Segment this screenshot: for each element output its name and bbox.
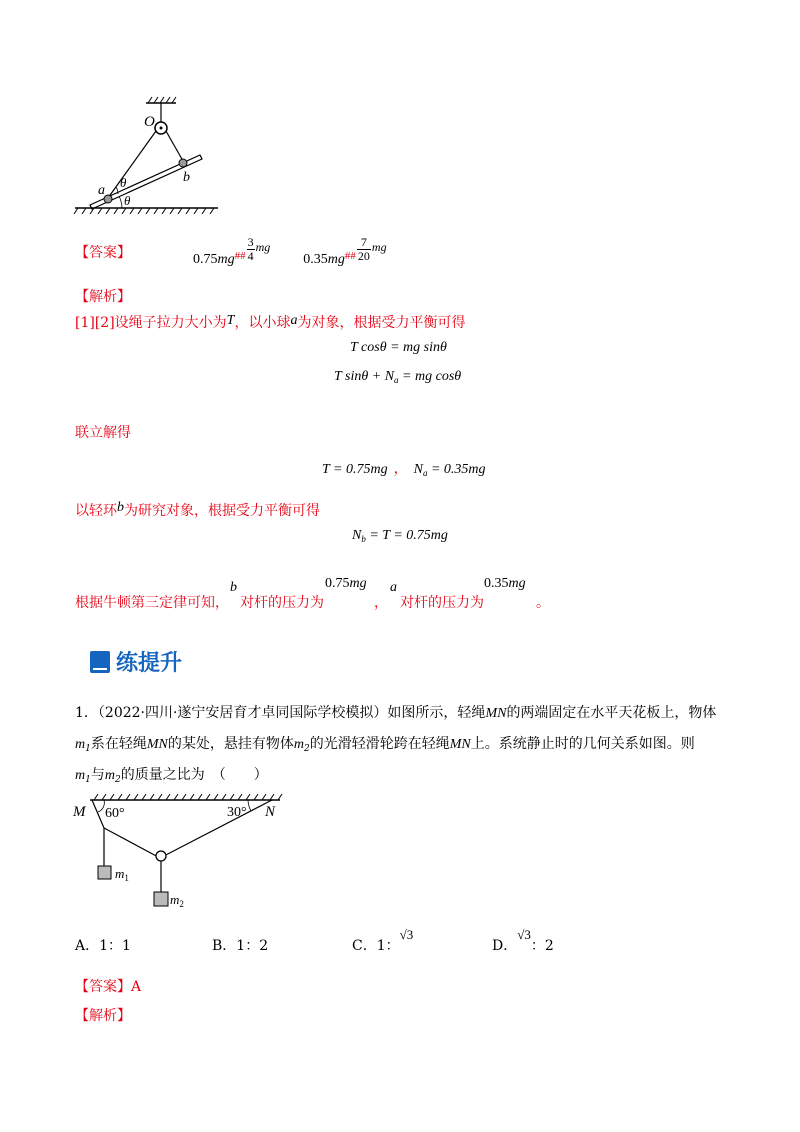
final-text-e: 对杆的压力为 [400, 595, 484, 611]
label-60deg: 60° [105, 806, 125, 821]
final-value-1: 0.75mg [325, 576, 367, 591]
ball-a [104, 195, 112, 203]
book-icon [90, 651, 110, 673]
label-a: a [98, 183, 105, 198]
ring-analysis-line: 以轻环b为研究对象，根据受力平衡可得 [75, 500, 320, 519]
ring-b [179, 159, 187, 167]
incline-rod-figure [70, 95, 230, 220]
mass-m1 [98, 866, 111, 879]
equation-1: T cosθ = mg sinθ [350, 340, 447, 355]
answer-2: 【答案】A [75, 979, 142, 995]
analysis-line-1: [1][2]设绳子拉力大小为T，以小球a为对象，根据受力平衡可得 [75, 313, 466, 331]
label-30deg: 30° [227, 805, 247, 820]
option-d[interactable]: D．√3：2 [492, 927, 554, 954]
label-theta-lower: θ [124, 193, 131, 208]
label-O: O [144, 114, 155, 130]
final-text-c: 对杆的压力为 [240, 595, 324, 611]
final-b: b [230, 580, 237, 595]
final-end: 。 [536, 595, 550, 611]
final-value-2: 0.35mg [484, 576, 526, 591]
option-b[interactable]: B．1：2 [212, 938, 269, 954]
equation-3: T = 0.75mg ， $N_a = 0.35mg$ [322, 462, 486, 478]
label-N: N [265, 804, 276, 820]
joint-solve-text: 联立解得 [75, 425, 131, 441]
question-line-1: 1．（2022·四川·遂宁安居育才卓同国际学校模拟）如图所示，轻绳MN的两端固定在水平天花板上，物体 [75, 705, 717, 721]
equation-4: $N_b = T = 0.75mg$ [352, 528, 448, 544]
answer-values: $0.75mg_{\#\#}$ $\frac{3}{4}$ mg $0.35mg_{\#\#}$ $\frac{7}{20}$ mg [193, 235, 387, 267]
question-line-3: $m_1$与$m_2$的质量之比为 （ ） [75, 767, 268, 785]
final-sep: ， [374, 595, 388, 611]
equation-2: T $\sin\theta + N_a$ = mg cosθ [334, 369, 462, 385]
question-line-2: $m_1$系在轻绳MN的某处，悬挂有物体$m_2$的光滑轻滑轮跨在轻绳MN上。系统静止时的几何关系如图。则 [75, 736, 695, 754]
label-M: M [73, 804, 86, 820]
label-theta-upper: θ [120, 175, 127, 190]
label-m1: $m_1$ [115, 866, 129, 883]
section-title: 练提升 [90, 646, 182, 677]
answer-label: 【答案】 [75, 245, 131, 261]
label-b: b [183, 170, 190, 185]
option-c[interactable]: C．1：√3 [352, 927, 414, 954]
mass-m2 [154, 892, 168, 906]
pulley-icon [156, 851, 166, 861]
label-m2: $m_2$ [170, 892, 184, 909]
final-conclusion-line: 根据牛顿第三定律可知， [75, 595, 229, 611]
analysis-label: 【解析】 [75, 289, 131, 305]
analysis-2-label: 【解析】 [75, 1008, 131, 1024]
option-a[interactable]: A．1：1 [75, 938, 131, 954]
final-a: a [390, 580, 397, 595]
rope-pulley-figure [70, 792, 290, 917]
